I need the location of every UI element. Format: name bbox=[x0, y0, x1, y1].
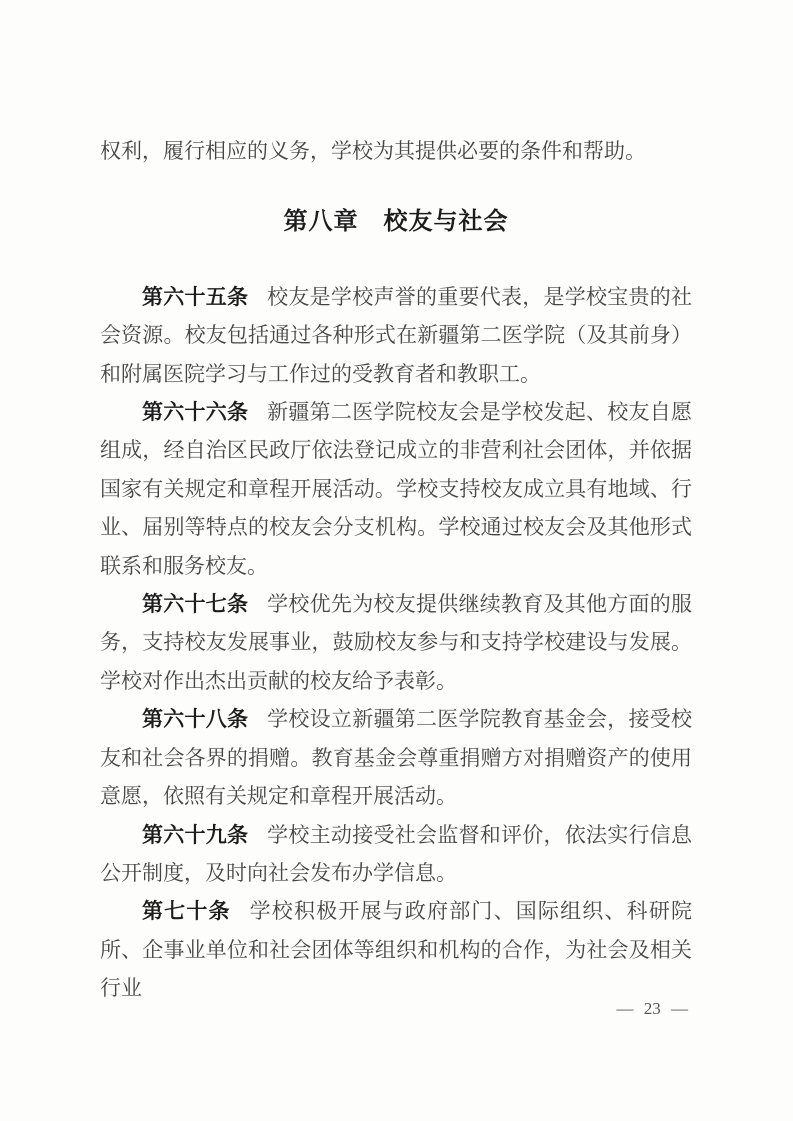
article-number: 第六十六条 bbox=[142, 400, 249, 425]
article-paragraph-70 bbox=[100, 892, 692, 1007]
article-paragraph-66 bbox=[100, 393, 692, 585]
article-number: 第七十条 bbox=[142, 899, 231, 924]
article-text: 学校积极开展与政府部门、国际组织、科研院所、企事业单位和社会团体等组织和机构的合作，为社会及相关行业 bbox=[100, 899, 693, 1001]
page-number-footer: — 23 — bbox=[616, 999, 688, 1018]
article-text: 学校优先为校友提供继续教育及其他方面的服务，支持校友发展事业，鼓励校友参与和支持学校建设与发展。学校对作出杰出贡献的校友给予表彰。 bbox=[100, 592, 693, 693]
continuation-paragraph: 权利，履行相应的义务，学校为其提供必要的条件和帮助。 bbox=[100, 139, 646, 163]
article-number: 第六十八条 bbox=[142, 707, 249, 732]
page-content bbox=[100, 0, 692, 1008]
article-number: 第六十五条 bbox=[142, 284, 249, 309]
article-text: 校友是学校声誉的重要代表，是学校宝贵的社会资源。校友包括通过各种形式在新疆第二医学院（及其前身）和附属医院学习与工作过的受教育者和教职工。 bbox=[100, 284, 693, 386]
article-text: 学校设立新疆第二医学院教育基金会，接受校友和社会各界的捐赠。教育基金会尊重捐赠方对捐赠资产的使用意愿，依照有关规定和章程开展活动。 bbox=[100, 707, 693, 809]
chapter-heading: 第八章 校友与社会 bbox=[283, 208, 509, 236]
article-paragraph-65 bbox=[100, 278, 692, 393]
article-paragraph-67 bbox=[100, 585, 692, 700]
article-text: 新疆第二医学院校友会是学校发起、校友自愿组成，经自治区民政厅依法登记成立的非营利社会团体，并依据国家有关规定和章程开展活动。学校支持校友成立具有地域、行业、届别等特点的校友会分支机构。学校通过校友会及其他形式联系和服务校友。 bbox=[100, 400, 693, 578]
article-paragraph-69 bbox=[100, 816, 692, 893]
article-text: 学校主动接受社会监督和评价，依法实行信息公开制度，及时向社会发布办学信息。 bbox=[100, 822, 693, 885]
article-number: 第六十七条 bbox=[142, 592, 249, 617]
article-paragraph-68 bbox=[100, 700, 692, 815]
article-number: 第六十九条 bbox=[142, 822, 249, 847]
